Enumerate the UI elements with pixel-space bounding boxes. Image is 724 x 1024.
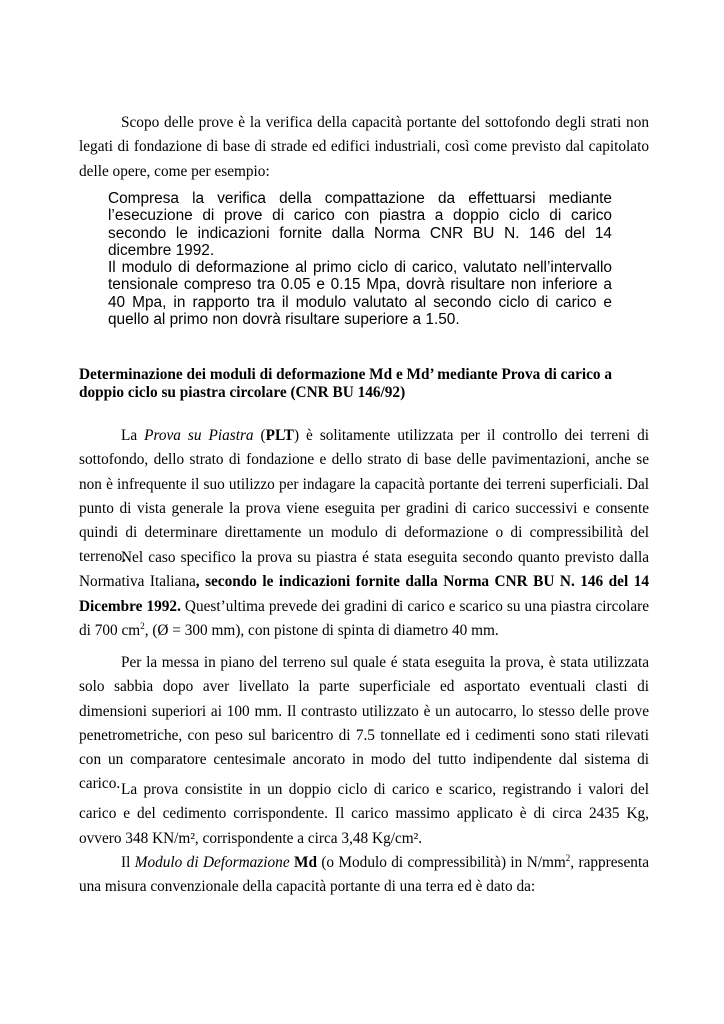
paragraph-normativa: Nel caso specifico la prova su piastra é stata eseguita secondo quanto previsto dalla Normativa Italiana, secondo le indicazioni fornite dalla Norma CNR BU N. 146 del 14 Dicembre 1992. Quest’ultima prevede dei gradini di carico e scarico su una piastra circolare di 700 $cm^2$, (Ø = 300 mm), con pistone di spinta di diametro 40 mm. <box>79 549 649 639</box>
section-heading: Determinazione dei moduli di deformazione Md e Md’ mediante Prova di carico a doppio ciclo su piastra circolare (CNR BU 146/92) <box>79 366 613 401</box>
quote-line-1: Compresa la verifica della compattazione da effettuarsi mediante l’esecuzione di prove di carico con piastra a doppio ciclo di carico secondo le indicazioni fornite dalla Norma CNR BU N. 146 del 14 dicembre 1992. <box>108 190 612 259</box>
intro-paragraph: Scopo delle prove è la verifica della capacità portante del sottofondo degli strati non legati di fondazione di base di strade ed edifici industriali, così come previsto dal capitolato delle opere, come per esempio: <box>79 114 649 180</box>
bold-norm-reference: , secondo le indicazioni fornite dalla Norma CNR BU N. 146 del 14 Dicembre 1992. <box>79 573 649 615</box>
italic-term: Prova su Piastra <box>144 427 254 444</box>
bold-term: PLT <box>265 427 294 444</box>
paragraph-prova-piastra: La Prova su Piastra (PLT) è solitamente utilizzata per il controllo dei terreni di sottofondo, dello strato di fondazione e dello strato di base delle pavimentazioni, anche se non è infrequente il suo utilizzo per indagare la capacità portante dei terreni superficiali. Dal punto di vista generale la prova viene eseguita per gradini di carico successivi e consente quindi di determinare direttamente un modulo di deformazione o di compressibilità del terreno. <box>79 427 649 566</box>
italic-term: Modulo di Deformazione <box>134 854 290 871</box>
paragraph-messa-in-piano: Per la messa in piano del terreno sul quale é stata eseguita la prova, è stata utilizzata solo sabbia dopo aver livellato la parte superficiale ed asportato eventuali clasti di dimensioni superiori ai 100 mm. Il contrasto utilizzato è un autocarro, lo stesso delle prove penetrometriche, con peso sul baricentro di 7.5 tonnellate ed i cedimenti sono stati rilevati con un comparatore centesimale ancorato in modo del tutto indipendente dal sistema di carico. <box>79 654 649 793</box>
bold-term: Md <box>294 854 317 871</box>
paragraph-modulo-deformazione: Il Modulo di Deformazione Md (o Modulo di compressibilità) in $N/mm^2$, rappresenta una misura convenzionale della capacità portante di una terra ed è dato da: <box>79 852 649 896</box>
specification-quote <box>108 190 612 328</box>
quote-line-2: Il modulo di deformazione al primo ciclo di carico, valutato nell’intervallo tensionale compreso tra 0.05 e 0.15 Mpa, dovrà risultare non inferiore a 40 Mpa, in rapporto tra il modulo valutato al secondo ciclo di carico e quello al primo non dovrà risultare superiore a 1.50. <box>108 259 612 329</box>
paragraph-ciclo-carico: La prova consistite in un doppio ciclo di carico e scarico, registrando i valori del carico e del cedimento corrispondente. Il carico massimo applicato è di circa 2435 Kg, ovvero 348 KN/m², corrispondente a circa 3,48 Kg/cm². <box>79 781 649 847</box>
